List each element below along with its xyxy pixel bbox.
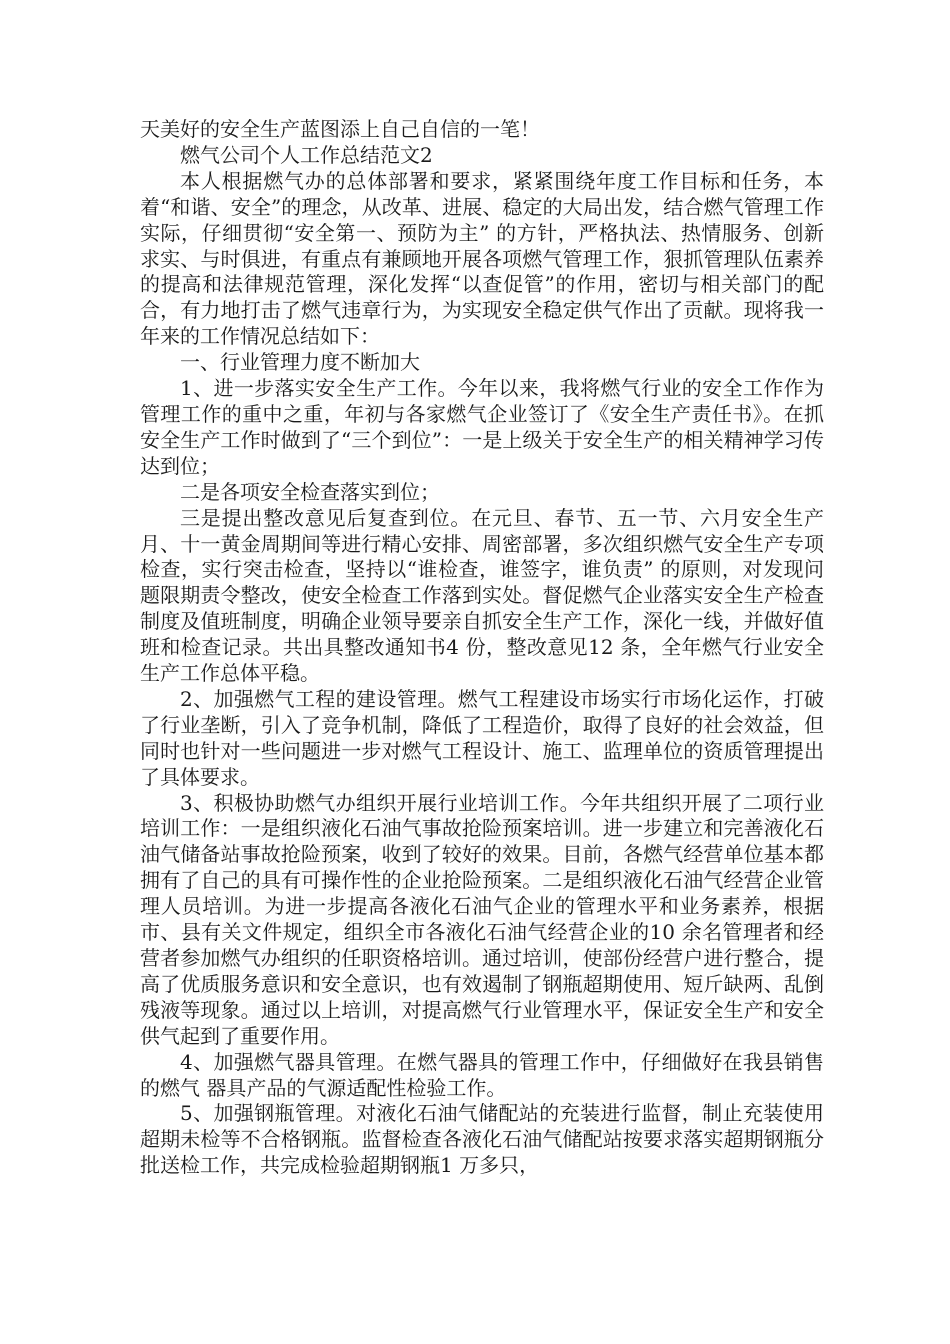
paragraph-item-2: 2、加强燃气工程的建设管理。燃气工程建设市场实行市场化运作，打破了行业垄断，引入了竞争机制，降低了工程造价，取得了良好的社会效益，但同时也针对一些问题进一步对燃气工程设计、施工、监理单位的资质管理提出了具体要求。 <box>140 686 824 789</box>
paragraph-item-3: 3、积极协助燃气办组织开展行业培训工作。今年共组织开展了二项行业培训工作：一是组织液化石油气事故抢险预案培训。进一步建立和完善液化石油气储备站事故抢险预案，收到了较好的效果。目前，各燃气经营单位基本都拥有了自己的具有可操作性的企业抢险预案。二是组织液化石油气经营企业管理人员培训。为进一步提高各液化石油气企业的管理水平和业务素养，根据市、县有关文件规定，组织全市各液化石油气经营企业的10 余名管理者和经营者参加燃气办组织的任职资格培训。通过培训，使部份经营户进行整合，提高了优质服务意识和安全意识，也有效遏制了钢瓶超期使用、短斤缺两、乱倒残液等现象。通过以上培训，对提高燃气行业管理水平，保证安全生产和安全供气起到了重要作用。 <box>140 790 824 1048</box>
paragraph-item-1: 1、进一步落实安全生产工作。今年以来，我将燃气行业的安全工作作为管理工作的重中之重，年初与各家燃气企业签订了《安全生产责任书》。在抓安全生产工作时做到了“三个到位”：一是上级关于安全生产的相关精神学习传达到位； <box>140 376 824 478</box>
section-title: 燃气公司个人工作总结范文2 <box>180 142 433 167</box>
paragraph-item-4: 4、加强燃气器具管理。在燃气器具的管理工作中，仔细做好在我县销售的燃气 器具产品的气源适配性检验工作。 <box>140 1049 824 1100</box>
intro-paragraph: 本人根据燃气办的总体部署和要求，紧紧围绕年度工作目标和任务，本着“和谐、安全”的理念，从改革、进展、稳定的大局出发，结合燃气管理工作实际，仔细贯彻“安全第一、预防为主” 的方针，严格执法、热情服务、创新求实、与时俱进，有重点有兼顾地开展各项燃气管理工作，狠抓管理队伍素养的提高和法律规范管理，深化发挥“以查促管”的作用，密切与相关部门的配合，有力地打击了燃气违章行为，为实现安全稳定供气作出了贡献。现将我一年来的工作情况总结如下： <box>140 168 824 349</box>
paragraph-item-1-third: 三是提出整改意见后复查到位。在元旦、春节、五一节、六月安全生产月、十一黄金周期间等进行精心安排、周密部署，多次组织燃气安全生产专项检查，实行突击检查，坚持以“谁检查，谁签字，谁负责” 的原则，对发现问题限期责令整改，使安全检查工作落到实处。督促燃气企业落实安全生产检查制度及值班制度，明确企业领导要亲自抓安全生产工作，深化一线，并做好值班和检查记录。共出具整改通知书4 份，整改意见12 条，全年燃气行业安全生产工作总体平稳。 <box>140 505 824 686</box>
heading-industry-management: 一、行业管理力度不断加大 <box>180 350 420 375</box>
paragraph-item-1-second: 二是各项安全检查落实到位； <box>180 479 440 504</box>
paragraph-item-5: 5、加强钢瓶管理。对液化石油气储配站的充装进行监督，制止充装使用超期未检等不合格钢瓶。监督检查各液化石油气储配站按要求落实超期钢瓶分批送检工作，共完成检验超期钢瓶1 万多只， <box>140 1101 824 1178</box>
paragraph-continuation: 天美好的安全生产蓝图添上自己自信的一笔！ <box>140 117 540 141</box>
document-page <box>140 117 824 1179</box>
